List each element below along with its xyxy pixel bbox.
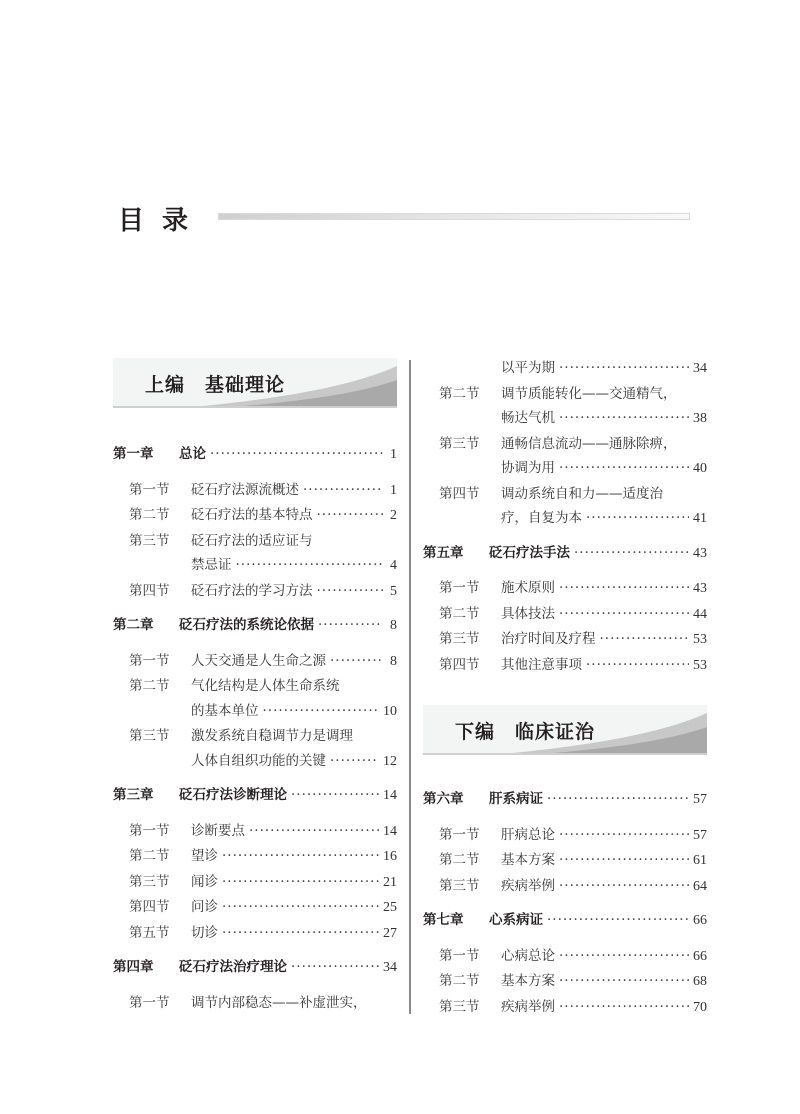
toc-section[interactable]: 第三节 砭石疗法的适应证与 [129,532,313,549]
toc-chapter-1[interactable]: 第一章 总论 ····· 1 [113,442,397,468]
toc-section[interactable]: 第三节 治疗时间及疗程 ····· 53 [423,627,707,653]
toc-chapter-6[interactable]: 第六章 肝系病证 ····· 57 [423,787,707,813]
toc-section[interactable]: 第二节 调节质能转化——交通精气， [439,385,677,402]
toc-section[interactable]: 第四节 砭石疗法的学习方法 ····· 5 [113,579,397,605]
toc-chapter-7[interactable]: 第七章 心系病证 ····· 66 [423,908,707,934]
left-column [113,358,397,1015]
toc-section[interactable]: 第一节 人天交通是人生命之源 ····· 8 [113,649,397,675]
toc-chapter-5[interactable]: 第五章 砭石疗法手法 ····· 43 [423,541,707,567]
toc-section[interactable]: 第一节 施术原则 ····· 43 [423,576,707,602]
column-divider [409,360,411,1014]
toc-section[interactable]: 第三节 疾病举例 ····· 70 [423,995,707,1021]
toc-section[interactable]: 第三节 疾病举例 ····· 64 [423,874,707,900]
toc-chapter-3[interactable]: 第三章 砭石疗法诊断理论 ····· 14 [113,783,397,809]
page-title: 目录 [118,206,207,236]
toc-section[interactable]: 第四节 问诊 ····· 25 [113,895,397,921]
toc-section[interactable]: 第二节 具体技法 ····· 44 [423,602,707,628]
toc-section[interactable]: 第三节 激发系统自稳调节力是调理 [129,728,353,744]
toc-section[interactable]: 第二节 望诊 ····· 16 [113,844,397,870]
toc-section-continued[interactable]: 人体自组织功能的关键 ····· 12 [113,749,397,775]
toc-section[interactable]: 第四节 调动系统自和力——适度治 [439,485,663,502]
page-number: 1 [390,447,397,462]
banner-name: 临床证治 [515,721,596,743]
toc-section[interactable]: 第一节 肝病总论 ····· 57 [423,823,707,849]
toc-section[interactable]: 第四节 其他注意事项 ····· 53 [423,653,707,679]
right-column [423,356,707,1020]
toc-section[interactable]: 第二节 砭石疗法的基本特点 ····· 2 [113,503,397,529]
banner-part: 上编 [145,374,186,396]
toc-section[interactable]: 第一节 调节内部稳态——补虚泄实， [129,994,367,1011]
toc-section[interactable]: 第三节 通畅信息流动——通脉除痹， [439,435,677,452]
toc-section-continued[interactable]: 畅达气机 ····· 38 [423,406,707,432]
part-banner-lower [423,705,707,755]
toc-section-continued[interactable]: 以平为期 ····· 34 [423,356,707,382]
toc-section[interactable]: 第二节 基本方案 ····· 68 [423,969,707,995]
toc-section[interactable]: 第一节 砭石疗法源流概述 ····· 1 [113,478,397,504]
toc-section-continued[interactable]: 禁忌证 ····· 4 [113,553,397,579]
toc-chapter-2[interactable]: 第二章 砭石疗法的系统论依据 ····· 8 [113,613,397,639]
banner-part: 下编 [455,721,496,743]
toc-section[interactable]: 第二节 气化结构是人体生命系统 [129,678,340,694]
banner-name: 基础理论 [205,374,286,396]
part-banner-upper [113,358,397,408]
toc-section[interactable]: 第三节 闻诊 ····· 21 [113,870,397,896]
toc-section[interactable]: 第五节 切诊 ····· 27 [113,921,397,947]
toc-chapter-4[interactable]: 第四章 砭石疗法治疗理论 ····· 34 [113,955,397,981]
toc-section[interactable]: 第二节 基本方案 ····· 61 [423,848,707,874]
leader-dots [210,442,383,467]
toc-section[interactable]: 第一节 诊断要点 ····· 14 [113,819,397,845]
toc-section-continued[interactable]: 协调为用 ····· 40 [423,456,707,482]
toc-section[interactable]: 第一节 心病总论 ····· 66 [423,944,707,970]
title-rule [218,213,690,220]
toc-section-continued[interactable]: 疗，自复为本 ····· 41 [423,506,707,532]
toc-section-continued[interactable]: 的基本单位 ····· 10 [113,699,397,725]
